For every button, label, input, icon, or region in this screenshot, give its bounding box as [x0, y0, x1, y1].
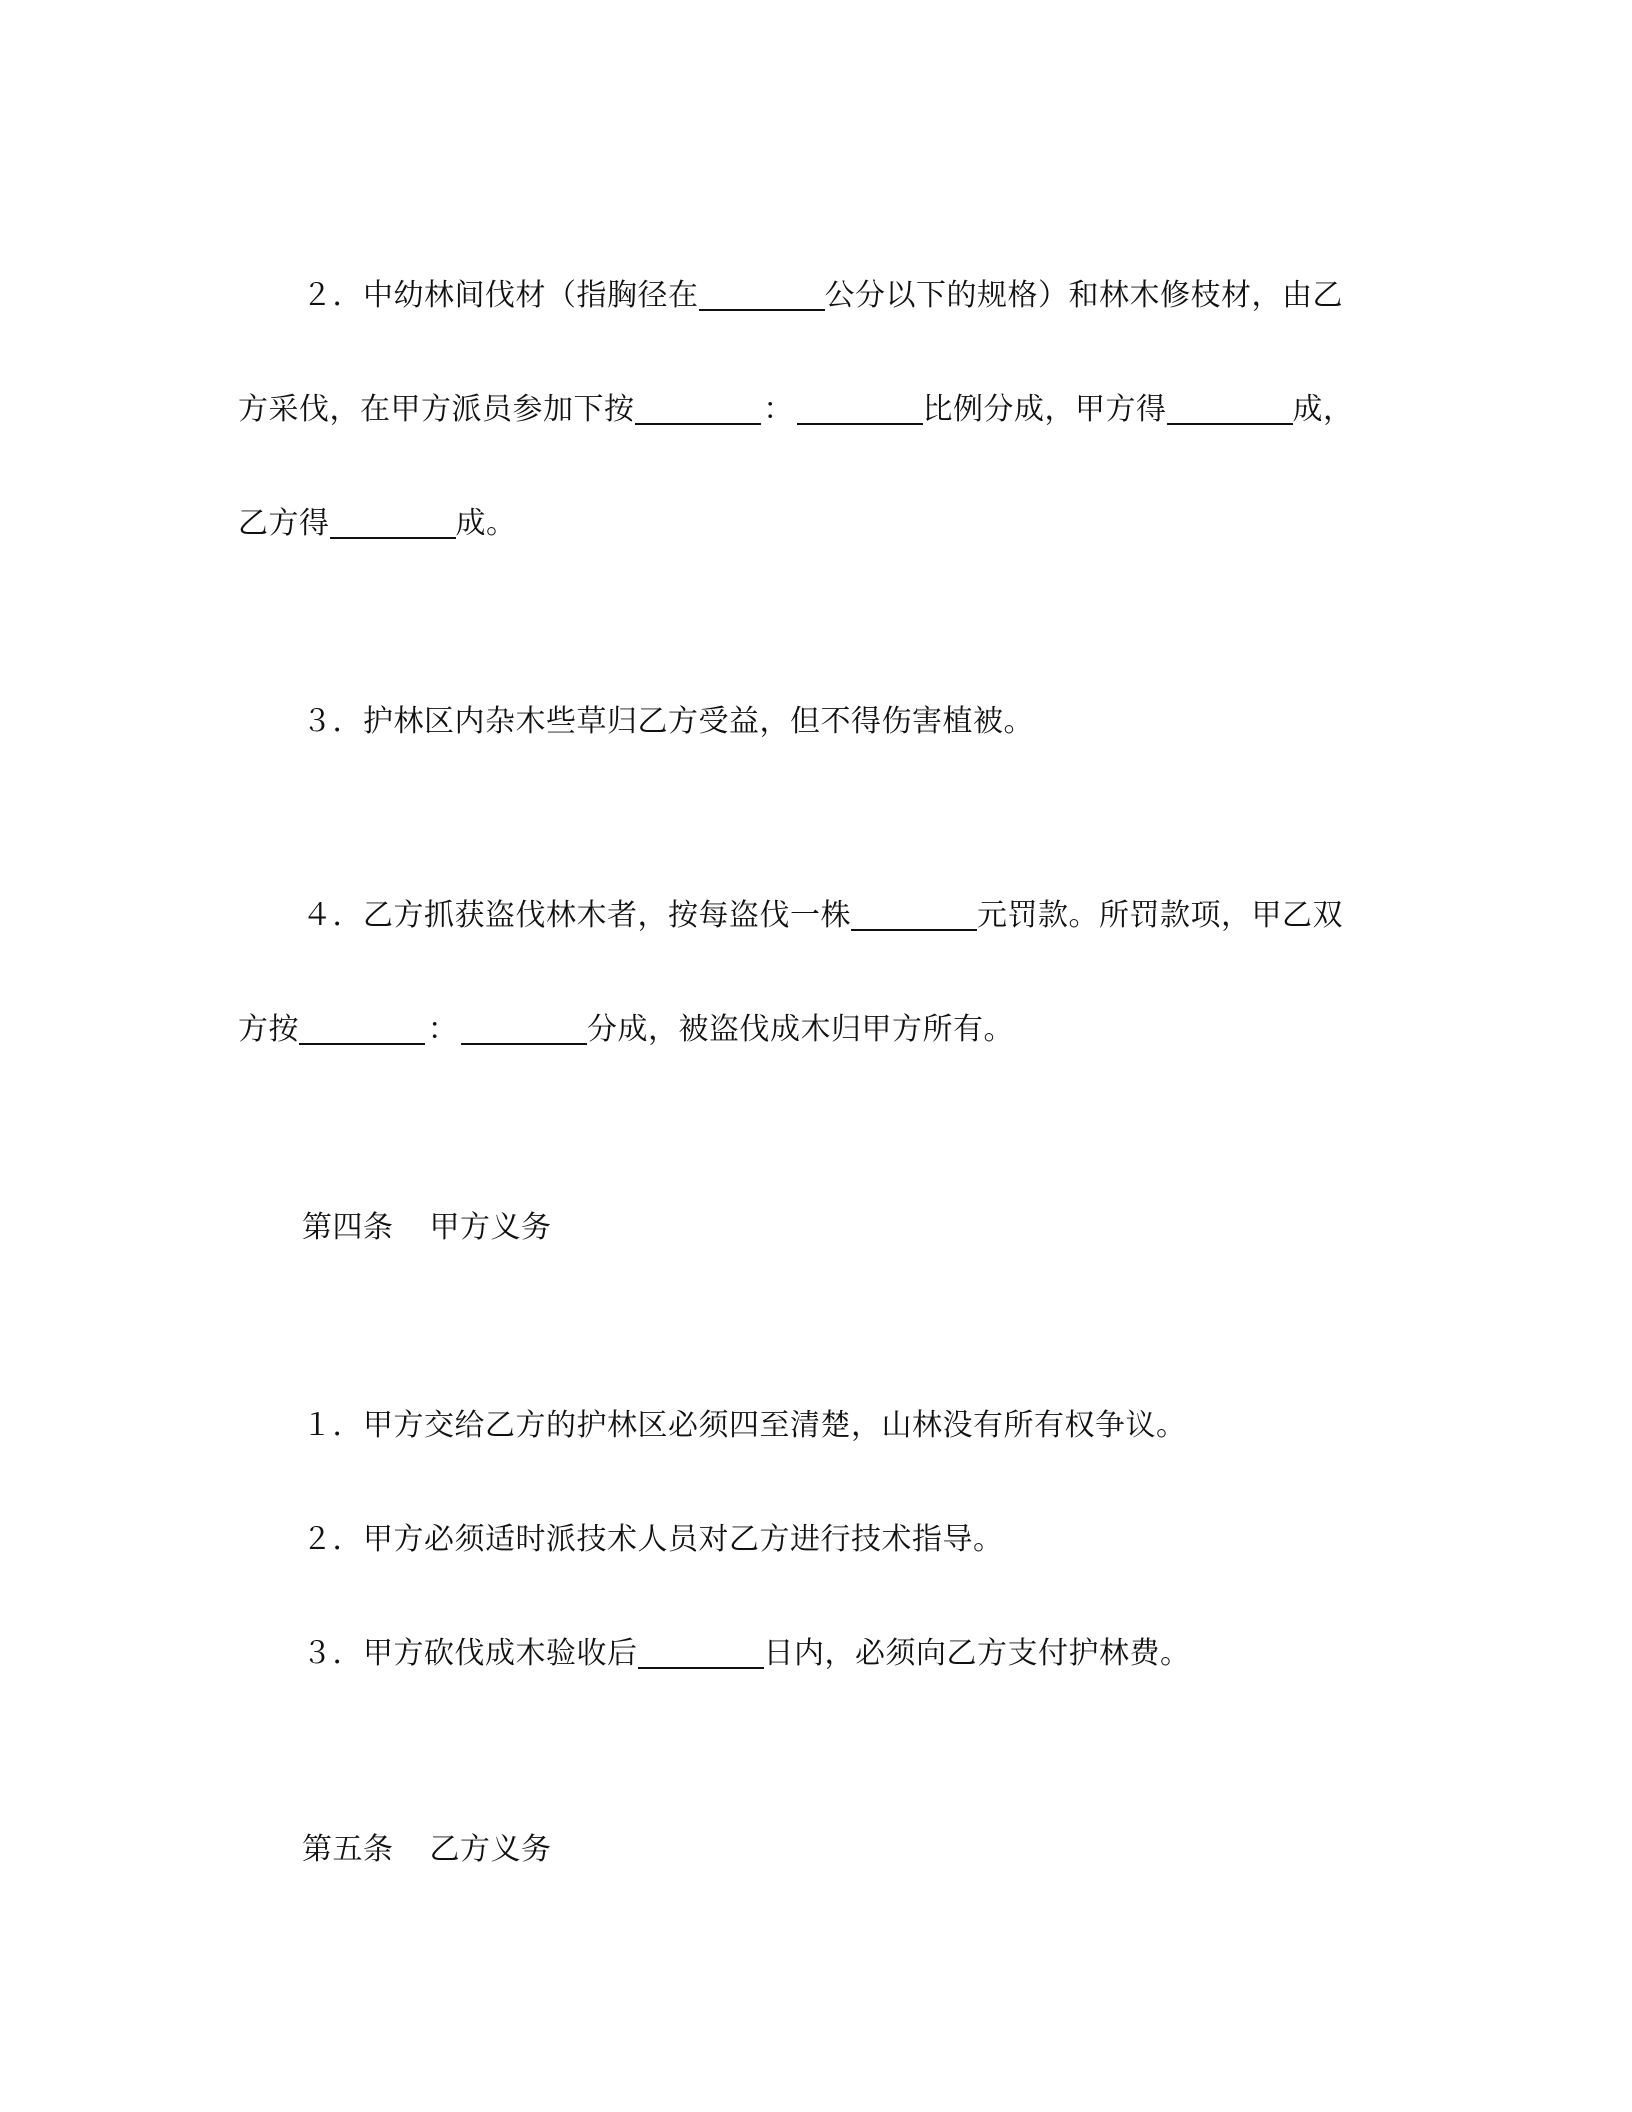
article4-heading: [302, 1208, 552, 1248]
item4-text: 元罚款。所罚款项，甲乙双: [977, 898, 1343, 933]
item4-text: 分成，被盗伐成木归甲方所有。: [587, 1012, 1014, 1047]
blank-field[interactable]: [851, 899, 977, 931]
item2-text: 公分以下的规格）和林木修枝材，由乙: [824, 278, 1343, 313]
item4-text: 方按: [238, 1012, 299, 1047]
ratio-colon: ：: [427, 1012, 459, 1047]
article4-item-text: １．甲方交给乙方的护林区必须四至清楚，山林没有所有权争议。: [302, 1408, 1187, 1443]
article4-item-text: ３．甲方砍伐成木验收后: [302, 1636, 638, 1671]
blank-field[interactable]: [461, 1013, 587, 1045]
article5-heading: [302, 1830, 552, 1870]
item2-line1: [302, 276, 1343, 316]
blank-field[interactable]: [638, 1637, 764, 1669]
item2-text: 成。: [455, 506, 517, 541]
item2-text: ２．中幼林间伐材（指胸径在: [302, 278, 699, 313]
item2-text: 方采伐，在甲方派员参加下按: [238, 392, 635, 427]
item2-line3: [238, 504, 517, 544]
blank-field[interactable]: [699, 279, 825, 311]
article4-item-text: ２．甲方必须适时派技术人员对乙方进行技术指导。: [302, 1522, 1004, 1557]
item2-text: 乙方得: [238, 506, 330, 541]
item3-line: [302, 702, 1034, 742]
article-title: 甲方义务: [429, 1210, 552, 1245]
article-number: 第五条: [302, 1832, 394, 1867]
article-number: 第四条: [302, 1210, 394, 1245]
article4-item1: [302, 1406, 1187, 1446]
article-title: 乙方义务: [429, 1832, 552, 1867]
blank-field[interactable]: [1167, 393, 1293, 425]
blank-field[interactable]: [330, 507, 456, 539]
article4-item2: [302, 1520, 1004, 1560]
item2-text: 成，: [1292, 392, 1354, 427]
article4-item-text: 日内，必须向乙方支付护林费。: [763, 1636, 1191, 1671]
item4-line2: [238, 1010, 1014, 1050]
blank-field[interactable]: [635, 393, 761, 425]
item3-text: ３．护林区内杂木些草归乙方受益，但不得伤害植被。: [302, 704, 1034, 739]
blank-field[interactable]: [797, 393, 923, 425]
blank-field[interactable]: [299, 1013, 425, 1045]
item2-line2: [238, 390, 1354, 430]
article4-item3: [302, 1634, 1191, 1674]
item2-text: 比例分成，甲方得: [922, 392, 1167, 427]
item4-text: ４．乙方抓获盗伐林木者，按每盗伐一株: [302, 898, 851, 933]
item4-line1: [302, 896, 1343, 936]
ratio-colon: ：: [763, 392, 794, 427]
